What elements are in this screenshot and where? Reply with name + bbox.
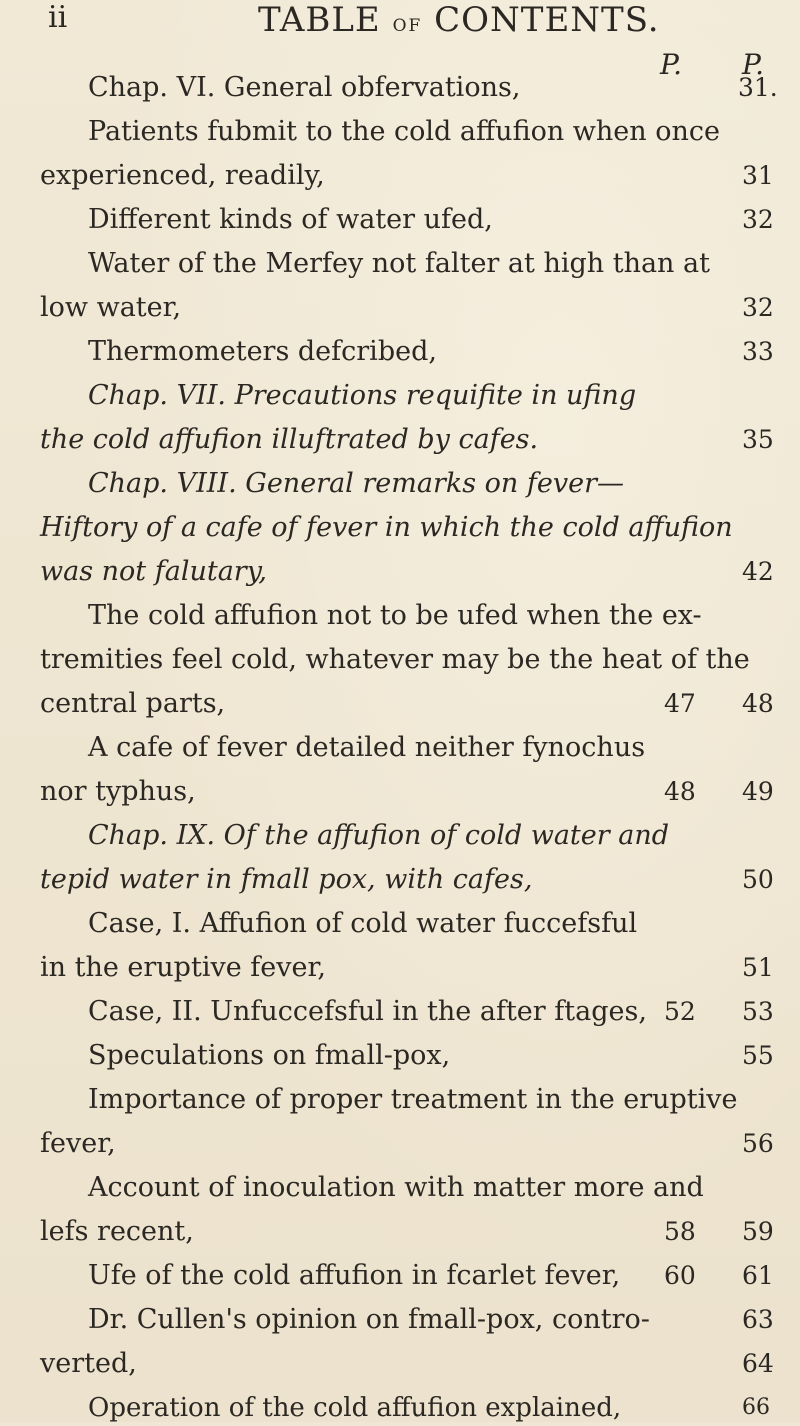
toc-line: fever, [40, 1128, 116, 1159]
toc-line: Case, I. Affufion of cold water fuccefsful [88, 908, 638, 939]
page-ref-col2: 31 [742, 161, 774, 190]
page-ref-col2: 63 [742, 1305, 774, 1334]
page-ref-col2: 42 [742, 557, 774, 586]
toc-line: tepid water in fmall pox, with cafes, [40, 864, 533, 895]
toc-line: Water of the Merfey not falter at high than at [88, 248, 710, 279]
toc-line: Account of inoculation with matter more and [88, 1172, 704, 1203]
page-ref-col2: 49 [742, 777, 774, 806]
toc-line: Speculations on fmall-pox, [88, 1040, 451, 1071]
column-head-2: P. [742, 48, 765, 81]
title-of: of [392, 9, 423, 37]
page-ref-col1: 52 [664, 997, 696, 1026]
toc-line: tremities feel cold, whatever may be the heat of the [40, 644, 750, 675]
toc-line: Importance of proper treatment in the eruptive [88, 1084, 738, 1115]
page-ref-col2: 32 [742, 293, 774, 322]
toc-line: Operation of the cold affufion explained, [88, 1393, 622, 1423]
page-ref-col2: 31. [738, 73, 778, 102]
page-ref-col1: 48 [664, 777, 696, 806]
page-ref-col2: 64 [742, 1349, 774, 1378]
toc-line: Case, II. Unfuccefsful in the after ftages, [88, 996, 647, 1027]
toc-line: Ufe of the cold affufion in fcarlet fever, [88, 1260, 621, 1291]
toc-line: was not falutary, [40, 556, 267, 587]
toc-line: nor typhus, [40, 776, 196, 807]
toc-line: Chap. IX. Of the affufion of cold water and [88, 820, 670, 851]
toc-line: Chap. VI. General obfervations, [88, 72, 521, 103]
header-page-number: ii [48, 0, 68, 35]
page-ref-col2: 33 [742, 337, 774, 366]
toc-line: Thermometers defcribed, [88, 336, 437, 367]
page-ref-col2: 59 [742, 1217, 774, 1246]
page-ref-col2: 48 [742, 689, 774, 718]
page-ref-col2: 56 [742, 1129, 774, 1158]
title-main: TABLE [258, 0, 381, 40]
page-ref-col2: 53 [742, 997, 774, 1026]
page-ref-col2: 50 [742, 865, 774, 894]
toc-line: lefs recent, [40, 1216, 194, 1247]
toc-line: the cold affufion illuftrated by cafes. [40, 424, 539, 455]
page-ref-col1: 47 [664, 689, 696, 718]
column-head-1: P. [660, 48, 683, 81]
toc-line: in the eruptive fever, [40, 952, 326, 983]
page-title [258, 0, 660, 40]
toc-line: Chap. VIII. General remarks on fever— [88, 468, 625, 499]
page-ref-col2: 32 [742, 205, 774, 234]
page-ref-col2: 35 [742, 425, 774, 454]
toc-line: The cold affufion not to be ufed when the ex- [88, 600, 702, 631]
page-ref-col2: 66 [742, 1395, 770, 1420]
toc-line: central parts, [40, 688, 226, 719]
toc-line: low water, [40, 292, 182, 323]
toc-line: Dr. Cullen's opinion on fmall-pox, contro- [88, 1304, 650, 1335]
toc-line: A cafe of fever detailed neither fynochus [88, 732, 646, 763]
toc-line: Chap. VII. Precautions requifite in ufing [88, 380, 637, 411]
page-ref-col2: 51 [742, 953, 774, 982]
page-ref-col1: 60 [664, 1261, 696, 1290]
title-end: CONTENTS. [434, 0, 660, 40]
toc-line: Hiftory of a cafe of fever in which the cold affufion [40, 512, 733, 543]
page-ref-col1: 58 [664, 1217, 696, 1246]
toc-line: Patients fubmit to the cold affufion when once [88, 116, 720, 147]
toc-line: experienced, readily, [40, 160, 325, 191]
page-ref-col2: 55 [742, 1041, 774, 1070]
toc-line: Different kinds of water ufed, [88, 204, 493, 235]
page-ref-col2: 61 [742, 1261, 774, 1290]
toc-line: verted, [40, 1348, 137, 1379]
